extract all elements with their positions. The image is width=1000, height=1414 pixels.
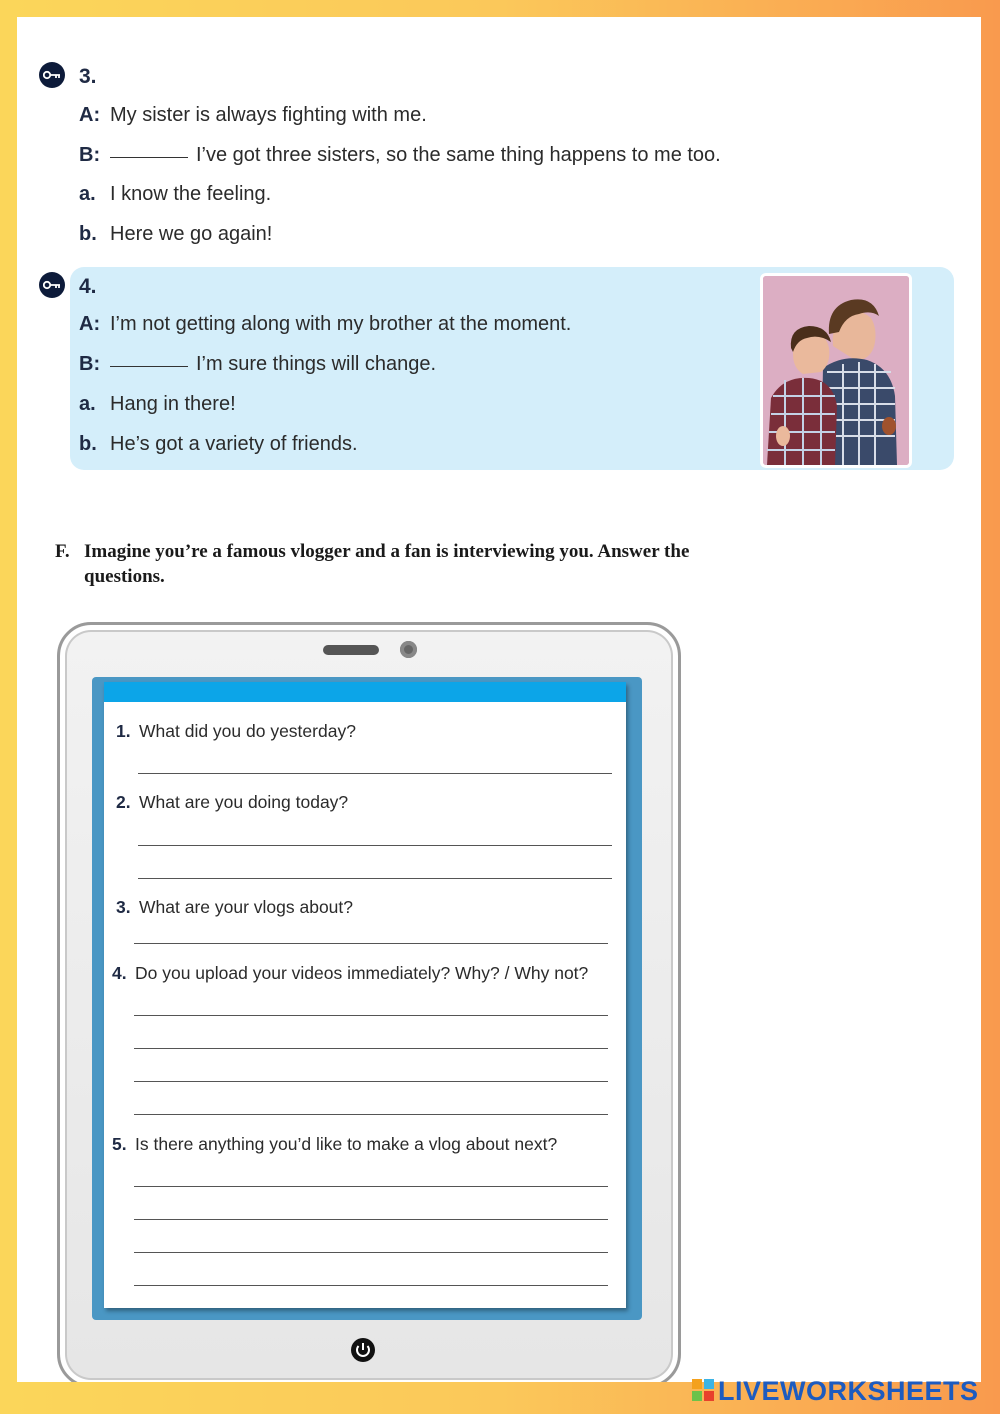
option-b[interactable]: b. Here we go again! — [79, 223, 273, 245]
dialogue-line-b: B: I’ve got three sisters, so the same thing happens to me too. — [79, 144, 721, 166]
answer-line[interactable] — [134, 1048, 608, 1049]
answer-blank[interactable] — [110, 157, 188, 158]
option-b[interactable]: b. He’s got a variety of friends. — [79, 433, 358, 455]
option-a[interactable]: a. Hang in there! — [79, 393, 236, 415]
question-4: 4. Do you upload your videos immediately? Why? / Why not? — [112, 963, 589, 983]
answer-key-icon[interactable] — [39, 272, 65, 298]
answer-line[interactable] — [138, 773, 612, 774]
question-3: 3. What are your vlogs about? — [116, 897, 354, 917]
answer-line[interactable] — [138, 878, 612, 879]
item-number: 4. — [79, 275, 97, 298]
liveworksheets-brand[interactable]: LIVEWORKSHEETS — [718, 1376, 979, 1406]
dialogue-line-a: A: I’m not getting along with my brother at the moment. — [79, 313, 572, 335]
item-number: 3. — [79, 65, 97, 88]
answer-line[interactable] — [134, 1186, 608, 1187]
dialogue-line-b: B: I’m sure things will change. — [79, 353, 437, 375]
answer-line[interactable] — [134, 1015, 608, 1016]
answer-line[interactable] — [134, 1081, 608, 1082]
answer-line[interactable] — [138, 845, 612, 846]
question-1: 1. What did you do yesterday? — [116, 721, 356, 741]
answer-line[interactable] — [134, 1219, 608, 1220]
answer-line[interactable] — [134, 1285, 608, 1286]
answer-key-icon[interactable] — [39, 62, 65, 88]
worksheet-page: 3. A: My sister is always fighting with me. B: I’ve got three sisters, so the same thing happens to me too. a. I know the feeling. b. Here we go again! 4. A: I’m not getting along with my brother at the moment. B: I’m sure things will change. a. Hang in there! b. He’s got a variety of friends. F. Imagine you’re a famous vlogger and a fan is interviewing you. Answer the questions. 1. What did you do yesterday? 2. What are you doing today? 3. What are your vlogs about? 4. Do you upload your videos immediately? Why? / Why not? 5. Is there anything you’d like to make a vlog about next? — [17, 17, 981, 1382]
screen-header-bar — [104, 682, 626, 702]
option-a[interactable]: a. I know the feeling. — [79, 183, 272, 205]
dialogue-line-a: A: My sister is always fighting with me. — [79, 104, 427, 126]
power-icon — [350, 1337, 376, 1363]
camera-icon — [400, 641, 417, 658]
answer-line[interactable] — [134, 1114, 608, 1115]
answer-line[interactable] — [134, 1252, 608, 1253]
liveworksheets-logo-icon — [692, 1379, 714, 1401]
question-sheet — [104, 682, 626, 1308]
speaker-grille — [323, 645, 379, 655]
question-5: 5. Is there anything you’d like to make a vlog about next? — [112, 1134, 558, 1154]
answer-blank[interactable] — [110, 366, 188, 367]
brothers-photo — [760, 273, 912, 468]
question-2: 2. What are you doing today? — [116, 792, 349, 812]
answer-line[interactable] — [134, 943, 608, 944]
